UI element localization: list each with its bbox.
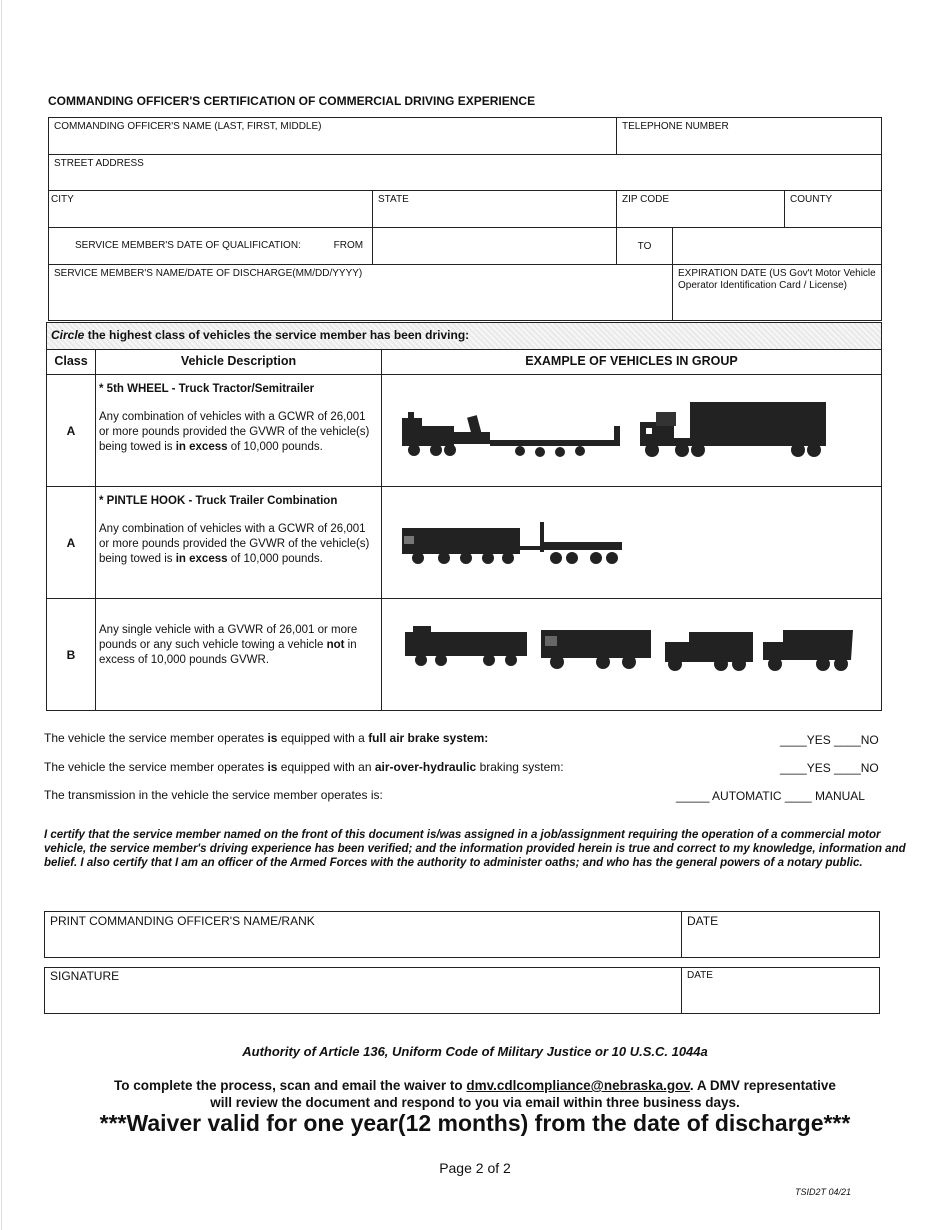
semitrailer-truck-image — [638, 398, 830, 460]
certification-statement: I certify that the service member named on the front of this document is/was assigned in a job/assignment requiring the operation of a commercial motor vehicle, the service member's driving experience has been verified; and the information provided herein is true and correct to my knowledge, information and belief. I also certify that I am an officer of the Armed Forces with the authority to administer oaths; and who has the general powers of a notary public. — [44, 829, 906, 869]
description-cell — [95, 374, 381, 487]
street-label: STREET ADDRESS — [54, 158, 144, 169]
print-name-field[interactable] — [45, 912, 681, 957]
qual-to-field[interactable] — [672, 227, 882, 265]
description-cell — [95, 598, 381, 710]
qual-from-field[interactable] — [372, 227, 616, 265]
row-text: Any combination of vehicles with a GCWR of 26,001 or more pounds provided the GVWR of the vehicle(s) being towed is in excess of 10,000 pounds. — [99, 523, 370, 565]
city-field[interactable] — [49, 190, 372, 228]
expiration-field[interactable] — [672, 264, 882, 321]
class-b-trucks-image — [403, 624, 855, 674]
street-field[interactable] — [49, 154, 882, 191]
info-grid — [48, 117, 882, 321]
circle-instruction-row — [46, 322, 882, 350]
date-field[interactable] — [681, 912, 880, 957]
process-instructions: To complete the process, scan and email the waiver to dmv.cdlcompliance@nebraska.gov. A DMV representative will review the document and respond to you via email within three business days. — [114, 1078, 836, 1110]
signature-label: SIGNATURE — [50, 969, 120, 983]
from-label: FROM — [333, 240, 364, 251]
air-over-hydraulic-question: The vehicle the service member operates is equipped with an air-over-hydraulic braking system: — [44, 760, 564, 774]
row-heading: * PINTLE HOOK - Truck Trailer Combination — [99, 495, 338, 507]
member-name-field[interactable] — [49, 264, 672, 321]
row-text: Any single vehicle with a GVWR of 26,001 or more pounds or any such vehicle towing a vehicle not in excess of 10,000 pounds GVWR. — [99, 624, 358, 666]
state-label: STATE — [378, 194, 409, 205]
description-cell — [95, 486, 381, 599]
telephone-field[interactable] — [616, 118, 882, 155]
header-description: Vehicle Description — [95, 350, 381, 374]
row-text: Any combination of vehicles with a GCWR of 26,001 or more pounds provided the GVWR of the vehicle(s) being towed is in excess of 10,000 pounds. — [99, 411, 370, 453]
county-label: COUNTY — [790, 194, 833, 205]
waiver-notice: ***Waiver valid for one year(12 months) from the date of discharge*** — [99, 1110, 851, 1136]
circle-word: Circle — [51, 328, 85, 342]
form-id: TSID2T 04/21 — [795, 1187, 852, 1197]
transmission-question: The transmission in the vehicle the service member operates is: — [44, 788, 383, 802]
telephone-label: TELEPHONE NUMBER — [622, 121, 729, 132]
zip-field[interactable] — [616, 190, 784, 228]
header-examples: EXAMPLE OF VEHICLES IN GROUP — [381, 350, 881, 374]
expiration-label: EXPIRATION DATE (US Gov't Motor Vehicle Operator Identification Card / License) — [678, 268, 876, 291]
to-label: TO — [637, 241, 652, 252]
transmission-options[interactable]: _____ AUTOMATIC ____ MANUAL — [676, 789, 865, 803]
circle-instruction: the highest class of vehicles the service member has been driving: — [84, 328, 470, 342]
signature-box — [44, 967, 880, 1014]
air-brake-yes-no[interactable]: ____YES ____NO — [780, 733, 879, 747]
co-name-field[interactable] — [49, 118, 616, 155]
authority-statement: Authority of Article 136, Uniform Code of Military Justice or 10 U.S.C. 1044a — [242, 1044, 708, 1059]
city-label: CITY — [51, 194, 74, 205]
member-name-label: SERVICE MEMBER'S NAME/DATE OF DISCHARGE(MM/DD/YYYY) — [54, 268, 363, 279]
email-link[interactable]: dmv.cdlcompliance@nebraska.gov — [466, 1078, 690, 1093]
state-field[interactable] — [372, 190, 616, 228]
class-cell[interactable]: A — [47, 486, 95, 599]
co-name-label: COMMANDING OFFICER'S NAME (LAST, FIRST, MIDDLE) — [54, 121, 322, 132]
class-cell[interactable]: A — [47, 374, 95, 487]
air-over-hydraulic-yes-no[interactable]: ____YES ____NO — [780, 761, 879, 775]
row-heading: * 5th WHEEL - Truck Tractor/Semitrailer — [99, 383, 315, 395]
air-brake-question: The vehicle the service member operates is equipped with a full air brake system: — [44, 731, 489, 745]
signature-field[interactable] — [45, 968, 681, 1013]
header-class: Class — [54, 354, 88, 368]
form-title: COMMANDING OFFICER'S CERTIFICATION OF COMMERCIAL DRIVING EXPERIENCE — [48, 94, 536, 108]
zip-label: ZIP CODE — [622, 194, 670, 205]
class-cell[interactable]: B — [47, 598, 95, 710]
print-name-box — [44, 911, 880, 958]
page-number: Page 2 of 2 — [439, 1160, 511, 1176]
pintle-hook-truck-image — [400, 520, 624, 568]
date-label: DATE — [687, 914, 719, 928]
signature-date-label: DATE — [687, 970, 713, 981]
print-name-label: PRINT COMMANDING OFFICER'S NAME/RANK — [50, 914, 315, 928]
to-label-cell — [616, 227, 672, 265]
qual-date-label: SERVICE MEMBER'S DATE OF QUALIFICATION: — [75, 240, 301, 251]
qual-date-label-cell — [49, 227, 372, 265]
signature-date-field[interactable] — [681, 968, 880, 1013]
county-field[interactable] — [784, 190, 882, 228]
lowboy-tractor-trailer-image — [400, 408, 630, 460]
